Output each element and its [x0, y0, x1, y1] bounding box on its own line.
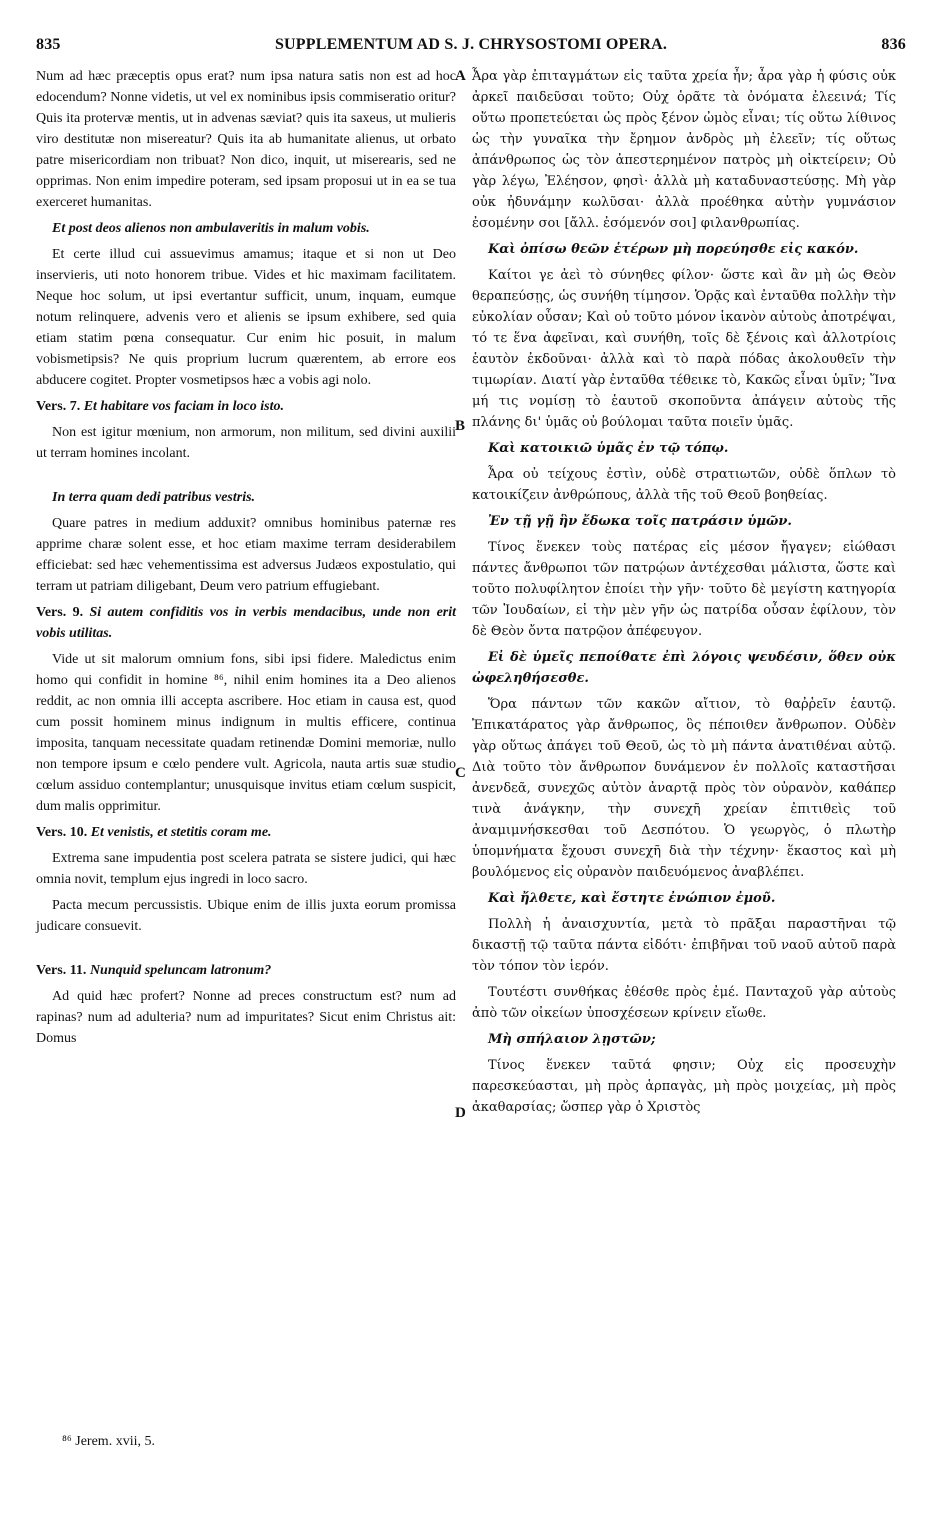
paragraph: Ad quid hæc profert? Nonne ad preces constructum est? num ad rapinas? num ad adulteria? num ad impuritates? Sicut enim Christus ait: Domus: [36, 989, 456, 1046]
footnote: ⁸⁶ Jerem. xvii, 5.: [62, 1434, 155, 1449]
paragraph: Τουτέστι συνθήκας ἐθέσθε πρὸς ἐμέ. Πανταχοῦ γὰρ αὐτοὺς ἀπὸ τῶν οἰκείων ὑποσχέσεων κρίνειν εἴωθε.: [472, 985, 896, 1021]
latin-column: [36, 66, 456, 1054]
paragraph: Quare patres in medium adduxit? omnibus hominibus paternæ res apprime charæ solent esse, et hoc etiam maxime terram desiderabilem efficiebat: sed hæc vehementissima est adversus Judæos expostulatio, qui terram ut patriam diligebant, Deum vero patrium effugiebant.: [36, 516, 456, 594]
verse-heading: [36, 602, 456, 644]
verse-text: Et venistis, et stetitis coram me.: [90, 825, 272, 840]
scripture-quote: Εἰ δὲ ὑμεῖς πεποίθατε ἐπὶ λόγοις ψευδέσιν, ὅθεν οὐκ ὠφεληθήσεσθε.: [472, 650, 896, 686]
verse-heading: [36, 822, 456, 843]
scripture-quote: Μὴ σπήλαιον λῃστῶν;: [488, 1032, 656, 1047]
running-header: [36, 36, 906, 60]
verse-label: Vers. 7.: [36, 399, 81, 414]
paragraph: Καίτοι γε ἀεὶ τὸ σύνηθες φίλον· ὥστε καὶ ἂν μὴ ὡς Θεὸν θεραπεύσῃς, ὡς συνήθη τίμησον. Ὁρᾷς καὶ ἐνταῦθα πολλὴν τὴν εὐκολίαν οὖσαν; Καὶ οὐ τοῦτο μόνον ἱκανὸν αὐτοὺς ἀποτρέψαι, τό τε ἕνα ἀφεῖναι, καὶ συνήθη, τοῖς δὲ ξένοις καὶ ἀλλοτρίοις ἑαυτὸν ἐκδοῦναι· ἀλλὰ καὶ τὸ παρὰ πόδας ἀκολουθεῖν τὴν τιμωρίαν. Διατί γὰρ ἐνταῦθα τέθεικε τὸ, Κακῶς εἶναι ὑμῖν; Ἵνα μή τις νομίσῃ τὸ ἑαυτοῦ σκοποῦντα ἀπάγειν αὐτοὺς τῆς πλάνης δι' ὑμᾶς οὐ βούλομαι ταῦτα ποιεῖν ὑμᾶς.: [472, 268, 896, 430]
margin-marker-b: B: [455, 418, 466, 434]
verse-label: Vers. 9.: [36, 605, 84, 620]
scripture-quote: Et post deos alienos non ambulaveritis in malum vobis.: [52, 221, 370, 236]
scripture-quote: Καὶ ἤλθετε, καὶ ἔστητε ἐνώπιον ἐμοῦ.: [488, 891, 776, 906]
page-number-left: 835: [36, 36, 61, 53]
margin-marker-a: A: [455, 68, 466, 84]
paragraph: Num ad hæc præceptis opus erat? num ipsa natura satis non est ad hoc edocendum? Nonne videtis, ut vel ex nominibus ipsis commiseratio oritur? Quis ita protervæ mentis, ut in advenas sæviat? quis ita saxeus, ut mulieris viro destitutæ non misereatur? Quis ita ab humanitate alienus, ut orbato patre misericordiam non tribuat? Non dico, inquit, ut miserearis, sed ne opprimas. Non enim impedire poteram, sed ipsam proposui ut in ea se tua exerceret humanitas.: [36, 69, 456, 210]
paragraph: Vide ut sit malorum omnium fons, sibi ipsi fidere. Maledictus enim homo qui confidit in homine ⁸⁶, nihil enim homines ita a Deo alienos reddit, ac non omnia illi accepta ascribere. Hoc etiam in causa est, quod cum possit hominem minus indignum in multis efficere, continua imposita, tanquam necessitate quadam retinendæ Domini memoriæ, nullo non tempore ipsum e cœlo pendere vult. Agricola, nauta artis suæ studio cœlum assiduo contemplantur; unusquisque invitus etiam cœlum suspicit, dum malis opprimitur.: [36, 652, 456, 814]
verse-text: Si autem confiditis vos in verbis mendacibus, unde non erit vobis utilitas.: [36, 605, 457, 641]
paragraph: Τίνος ἕνεκεν ταῦτά φησιν; Οὐχ εἰς προσευχὴν παρεσκεύασται, μὴ πρὸς ἁρπαγὰς, μὴ πρὸς μοιχείας, μὴ πρὸς ἀκαθαρσίας; ὥσπερ γὰρ ὁ Χριστὸς: [472, 1058, 896, 1115]
page-number-right: 836: [881, 36, 906, 53]
verse-text: Nunquid speluncam latronum?: [89, 963, 272, 978]
verse-label: Vers. 10.: [36, 825, 88, 840]
paragraph: Ἆρα οὐ τείχους ἐστὶν, οὐδὲ στρατιωτῶν, οὐδὲ ὅπλων τὸ κατοικίζειν ἀνθρώπους, ἀλλὰ τῆς τοῦ Θεοῦ βοηθείας.: [472, 467, 896, 503]
paragraph: Πολλὴ ἡ ἀναισχυντία, μετὰ τὸ πρᾶξαι παραστῆναι τῷ δικαστῇ τῷ ταῦτα πάντα εἰδότι· ἐπιβῆναι τοῦ ναοῦ αὐτοῦ παρὰ τὸν τόπον τὸν ἱερόν.: [472, 917, 896, 974]
scripture-quote: Καὶ κατοικιῶ ὑμᾶς ἐν τῷ τόπῳ.: [488, 441, 729, 456]
paragraph: Et certe illud cui assuevimus amamus; itaque et si non ut Deo inservieris, uti noto honorem tribue. Vides et hic maximam facilitatem. Neque hoc solum, ut ipsi evertantur sufficit, unum, inquam, eumque notum relinquere, advenis vero et alienis se ipsum exhibere, sed quia etiam statim pœna consequatur. Cur enim hic posuit, in malum vobismetipsis? Ne quis proprium lucrum quærentem, ab errore eos abducere cogitet. Propter vosmetipsos hæc a vobis agi nolo.: [36, 247, 456, 388]
greek-column: [472, 66, 896, 1123]
scripture-quote: In terra quam dedi patribus vestris.: [52, 490, 256, 505]
running-title: SUPPLEMENTUM AD S. J. CHRYSOSTOMI OPERA.: [274, 36, 668, 53]
margin-marker-c: C: [455, 765, 466, 781]
paragraph-gap: [36, 469, 456, 487]
paragraph: Pacta mecum percussistis. Ubique enim de illis juxta eorum promissa judicare consuevit.: [36, 898, 456, 934]
paragraph: Ἆρα γὰρ ἐπιταγμάτων εἰς ταῦτα χρεία ἦν; ἆρα γὰρ ἡ φύσις οὐκ ἀρκεῖ παιδεῦσαι τοῦτο; Οὐχ ὁρᾶτε τὰ ὀνόματα ἐλεεινά; Τίς οὕτω προπετεύεται ὡς πρὸς ξένον ὠμὸς εἶναι; τίς οὕτω λίθινος ὡς τὴν γυναῖκα τὴν ἔρημον ἀνδρὸς μὴ ἐλεεῖν; τίς οὕτως ἀπάνθρωπος ὡς τὸν ἀπεστερημένον πατρὸς μὴ οἰκτείρειν; Οὐ γὰρ λέγω, Ἐλέησον, φησὶ· ἀλλὰ μὴ καταδυναστεύσῃς. Μὴ γὰρ οὐκ ἠδυνάμην κωλῦσαι· ἀλλὰ προέθηκα αὐτὴν γυμνάσιον ἐσομένην σοι [ἄλλ. ἐσόμενόν σοι] φιλανθρωπίας.: [472, 69, 896, 231]
paragraph-gap: [36, 942, 456, 960]
scripture-quote: Ἐν τῇ γῇ ἣν ἔδωκα τοῖς πατράσιν ὑμῶν.: [488, 514, 792, 529]
paragraph: Τίνος ἕνεκεν τοὺς πατέρας εἰς μέσον ἤγαγεν; εἰώθασι πάντες ἄνθρωποι τῶν πατρῴων ἀντέχεσθαι μάλιστα, ὥστε καὶ τοῦτο πολυφίλητον ἐποίει τὴν γῆν· τοῦτο δὲ μεγίστη κατηγορία τῶν Ἰουδαίων, εἰ τὴν μὲν γῆν ὡς πατρίδα οὖσαν ἐφίλουν, τὸν δὲ Θεὸν ὄντα πατρῷον ἀπέφευγον.: [472, 540, 896, 639]
verse-heading: [36, 396, 456, 417]
paragraph: Extrema sane impudentia post scelera patrata se sistere judici, qui hæc omnia novit, templum ejus ingredi in loco sacro.: [36, 851, 456, 887]
margin-marker-d: D: [455, 1105, 466, 1121]
verse-heading: [36, 960, 456, 981]
verse-text: Et habitare vos faciam in loco isto.: [83, 399, 284, 414]
paragraph: Ὅρα πάντων τῶν κακῶν αἴτιον, τὸ θαῤῥεῖν ἑαυτῷ. Ἐπικατάρατος γὰρ ἄνθρωπος, ὃς πέποιθεν ἄνθρωπον. Οὐδὲν γὰρ οὕτως ἀπάγει τοῦ Θεοῦ, ὡς τὸ μὴ πάντα ἀνατιθέναι αὐτῷ. Διὰ τοῦτο τὸν ἄνθρωπον δυνάμενον ἐν πολλοῖς καταστῆσαι ἀνενδεᾶ, συνεχῶς αὐτὸν ἀναρτᾷ πρὸς τὸν οὐρανὸν, καθάπερ τινὰ ἀνάγκην, τὴν συνεχῆ χρείαν ἐπιτιθεὶς τοῦ ἀναμιμνήσκεσθαι τοῦ Δεσπότου. Ὁ γεωργὸς, ὁ πλωτὴρ ὑπομνήματα ἔχουσι συνεχῆ διὰ τὴν τέχνην· ἕκαστος καὶ μὴ βουλόμενος εἰς οὐρανὸν παιδευόμενος ἀναβλέπει.: [472, 697, 896, 880]
paragraph: Non est igitur mœnium, non armorum, non militum, sed divini auxilii ut terram homines incolant.: [36, 425, 456, 461]
verse-label: Vers. 11.: [36, 963, 87, 978]
scripture-quote: Καὶ ὀπίσω θεῶν ἑτέρων μὴ πορεύησθε εἰς κακόν.: [488, 242, 859, 257]
